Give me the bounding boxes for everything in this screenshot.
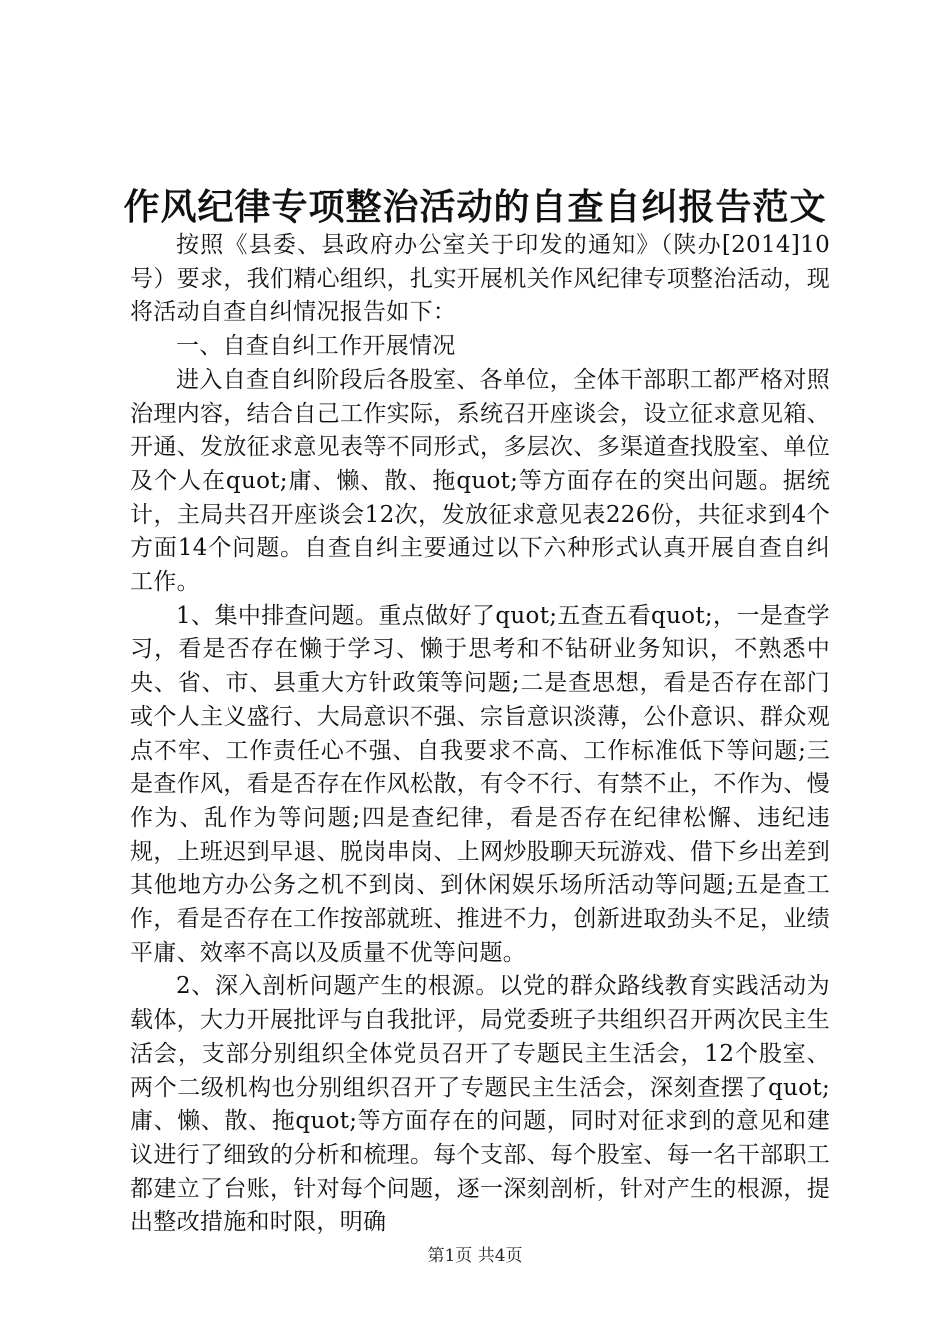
paragraph-item-1: 1、集中排查问题。重点做好了quot;五查五看quot;，一是查学习，看是否存在懒于学习、懒于思考和不钻研业务知识，不熟悉中央、省、市、县重大方针政策等问题;二是查思想，看是否存在部门或个人主义盛行、大局意识不强、宗旨意识淡薄，公仆意识、群众观点不牢、工作责任心不强、自我要求不高、工作标准低下等问题;三是查作风，看是否存在作风松散，有令不行、有禁不止，不作为、慢作为、乱作为等问题;四是查纪律，看是否存在纪律松懈、违纪违规，上班迟到早退、脱岗串岗、上网炒股聊天玩游戏、借下乡出差到其他地方办公务之机不到岗、到休闲娱乐场所活动等问题;五是查工作，看是否存在工作按部就班、推进不力，创新进取劲头不足，业绩平庸、效率不高以及质量不优等问题。 bbox=[130, 602, 830, 966]
paragraph-intro: 按照《县委、县政府办公室关于印发的通知》（陕办[2014]10号）要求，我们精心组织，扎实开展机关作风纪律专项整治活动，现将活动自查自纠情况报告如下： bbox=[130, 232, 830, 326]
document-body bbox=[130, 229, 830, 1240]
section-heading: 一、自查自纠工作开展情况 bbox=[176, 333, 456, 360]
paragraph-item-2: 2、深入剖析问题产生的根源。以党的群众路线教育实践活动为载体，大力开展批评与自我批评，局党委班子共组织召开两次民主生活会，支部分别组织全体党员召开了专题民主生活会，12个股室、两个二级机构也分别组织召开了专题民主生活会，深刻查摆了quot;庸、懒、散、拖quot;等方面存在的问题，同时对征求到的意见和建议进行了细致的分析和梳理。每个支部、每个股室、每一名干部职工都建立了台账，针对每个问题，逐一深刻剖析，针对产生的根源，提出整改措施和时限，明确 bbox=[130, 973, 830, 1236]
document-title: 作风纪律专项整治活动的自查自纠报告范文 bbox=[123, 186, 827, 228]
paragraph-overview: 进入自查自纠阶段后各股室、各单位，全体干部职工都严格对照治理内容，结合自己工作实际，系统召开座谈会，设立征求意见箱、开通、发放征求意见表等不同形式，多层次、多渠道查找股室、单位及个人在quot;庸、懒、散、拖quot;等方面存在的突出问题。据统计，主局共召开座谈会12次，发放征求意见表226份，共征求到4个方面14个问题。自查自纠主要通过以下六种形式认真开展自查自纠工作。 bbox=[130, 366, 830, 596]
page-footer: 第1页 共4页 bbox=[427, 1246, 523, 1266]
